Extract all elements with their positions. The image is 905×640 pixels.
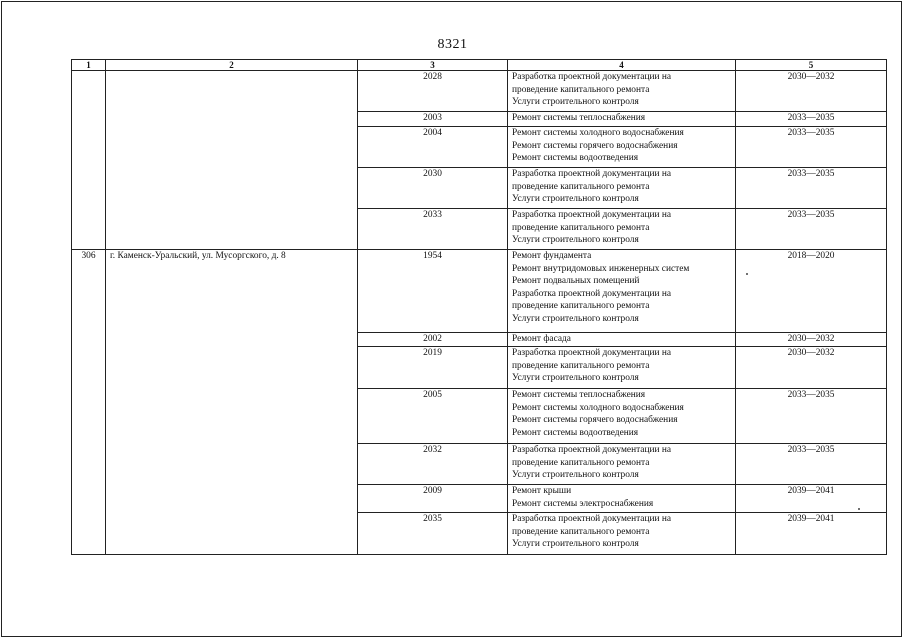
period-cell: 2033—2035 (736, 444, 887, 485)
year-cell: 2002 (358, 333, 508, 347)
page-number: 8321 (437, 37, 468, 52)
period-cell: 2033—2035 (736, 127, 887, 168)
table-row (72, 250, 887, 333)
work-item: Разработка проектной документации на (512, 72, 672, 82)
work-item: Ремонт системы горячего водоснабжения (512, 415, 678, 426)
period-cell: 2018—2020 (736, 250, 887, 333)
work-item: проведение капитального ремонта (512, 360, 650, 371)
work-item: Разработка проектной документации на (512, 445, 672, 455)
work-item: Разработка проектной документации на (512, 348, 672, 358)
work-item: проведение капитального ремонта (512, 181, 650, 192)
works-cell (508, 71, 736, 112)
scan-speck (746, 273, 748, 275)
work-item: Услуги строительного контроля (512, 97, 639, 108)
work-item: Ремонт системы электроснабжения (512, 498, 654, 509)
works-cell (508, 127, 736, 168)
works-cell (508, 485, 736, 513)
work-item: Ремонт фундамента (512, 251, 592, 261)
year-cell: 2033 (358, 209, 508, 250)
work-item: Услуги строительного контроля (512, 373, 639, 384)
year-cell: 2028 (358, 71, 508, 112)
address-cell (106, 71, 358, 250)
work-item: Услуги строительного контроля (512, 313, 639, 324)
period-cell: 2033—2035 (736, 168, 887, 209)
work-item: Ремонт системы горячего водоснабжения (512, 140, 678, 151)
work-item: проведение капитального ремонта (512, 222, 650, 233)
works-cell (508, 347, 736, 389)
period-cell: 2030—2032 (736, 333, 887, 347)
column-header-5: 5 (736, 60, 887, 71)
works-cell (508, 112, 736, 127)
works-cell (508, 333, 736, 347)
period-cell: 2030—2032 (736, 71, 887, 112)
works-cell (508, 389, 736, 444)
work-item: Ремонт системы теплоснабжения (512, 390, 646, 400)
work-item: Ремонт крыши (512, 486, 572, 496)
column-header-2: 2 (106, 60, 358, 71)
period-cell: 2033—2035 (736, 389, 887, 444)
entry-number: 306 (72, 250, 106, 555)
work-item: Услуги строительного контроля (512, 235, 639, 246)
year-cell: 1954 (358, 250, 508, 333)
work-item: проведение капитального ремонта (512, 84, 650, 95)
period-cell: 2039—2041 (736, 485, 887, 513)
scan-speck (858, 508, 860, 510)
work-item: Ремонт системы холодного водоснабжения (512, 402, 684, 413)
year-cell: 2009 (358, 485, 508, 513)
work-item: Ремонт системы теплоснабжения (512, 113, 646, 123)
year-cell: 2032 (358, 444, 508, 485)
work-item: Ремонт системы водоотведения (512, 427, 639, 438)
period-cell: 2039—2041 (736, 513, 887, 555)
column-header-3: 3 (358, 60, 508, 71)
repair-schedule-table (71, 59, 887, 555)
work-item: проведение капитального ремонта (512, 301, 650, 312)
work-item: проведение капитального ремонта (512, 526, 650, 537)
works-cell (508, 250, 736, 333)
work-item: Ремонт системы водоотведения (512, 153, 639, 164)
year-cell: 2035 (358, 513, 508, 555)
table-row (72, 71, 887, 112)
number-cell (72, 71, 106, 250)
year-cell: 2019 (358, 347, 508, 389)
column-header-1: 1 (72, 60, 106, 71)
period-cell: 2033—2035 (736, 209, 887, 250)
column-header-4: 4 (508, 60, 736, 71)
period-cell: 2033—2035 (736, 112, 887, 127)
table-body (72, 71, 887, 555)
work-item: Ремонт внутридомовых инженерных систем (512, 263, 690, 274)
works-cell (508, 168, 736, 209)
work-item: Услуги строительного контроля (512, 539, 639, 550)
work-item: Разработка проектной документации на (512, 288, 672, 299)
period-cell: 2030—2032 (736, 347, 887, 389)
year-cell: 2005 (358, 389, 508, 444)
work-item: Услуги строительного контроля (512, 194, 639, 205)
work-item: проведение капитального ремонта (512, 457, 650, 468)
work-item: Разработка проектной документации на (512, 169, 672, 179)
year-cell: 2004 (358, 127, 508, 168)
works-cell (508, 209, 736, 250)
work-item: Ремонт подвальных помещений (512, 276, 640, 287)
work-item: Услуги строительного контроля (512, 470, 639, 481)
year-cell: 2030 (358, 168, 508, 209)
work-item: Разработка проектной документации на (512, 210, 672, 220)
year-cell: 2003 (358, 112, 508, 127)
entry-address: г. Каменск-Уральский, ул. Мусоргского, д. 8 (106, 250, 358, 555)
work-item: Ремонт фасада (512, 334, 571, 344)
works-cell (508, 513, 736, 555)
works-cell (508, 444, 736, 485)
work-item: Ремонт системы холодного водоснабжения (512, 128, 684, 138)
work-item: Разработка проектной документации на (512, 514, 672, 524)
table-header-row (72, 60, 887, 71)
